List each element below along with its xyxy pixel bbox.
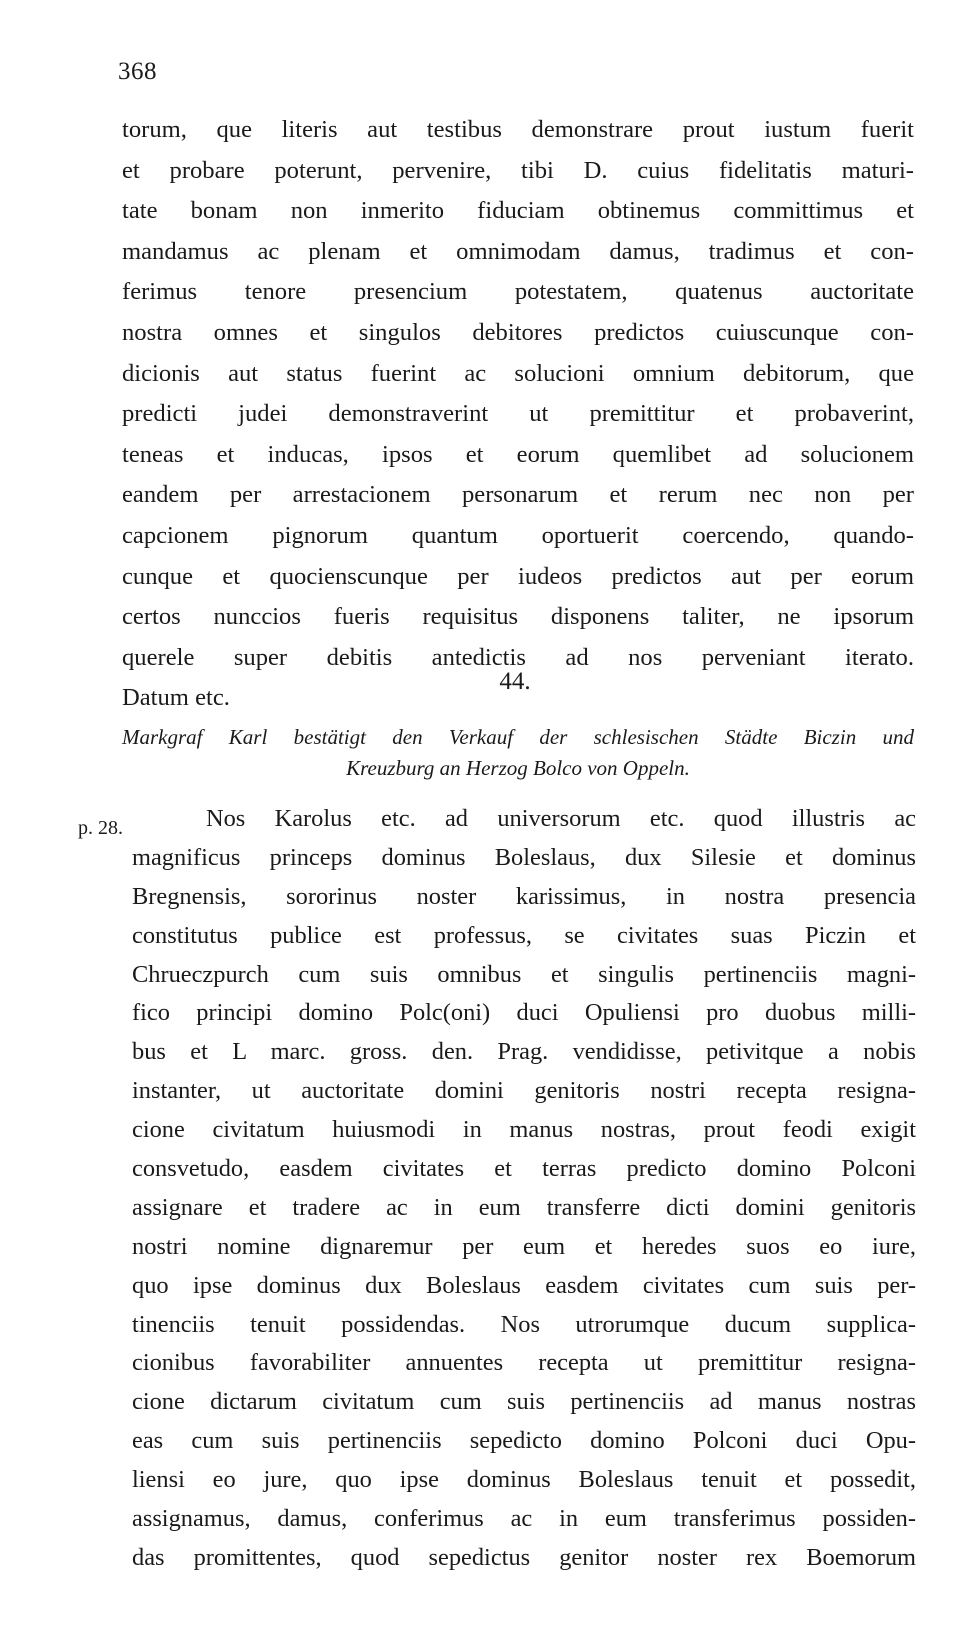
text-line: Bregnensis, sororinus noster karissimus, in nostra presencia xyxy=(132,882,916,910)
text-line: teneas et inducas, ipsos et eorum quemlibet ad solucionem xyxy=(122,440,914,468)
text-line: torum, que literis aut testibus demonstrare prout iustum fuerit xyxy=(122,116,914,143)
text-line: liensi eo jure, quo ipse dominus Boleslaus tenuit et possedit, xyxy=(132,1466,916,1494)
text-line: cione dictarum civitatum cum suis pertinenciis ad manus nostras xyxy=(132,1388,916,1416)
text-line: consvetudo, easdem civitates et terras predicto domino Polconi xyxy=(132,1155,916,1183)
document-summary xyxy=(122,722,914,784)
text-line: instanter, ut auctoritate domini genitoris nostri recepta resigna- xyxy=(132,1077,916,1105)
text-line: ferimus tenore presencium potestatem, quatenus auctoritate xyxy=(122,278,914,306)
text-line: bus et L marc. gross. den. Prag. vendidisse, petivitque a nobis xyxy=(132,1038,916,1066)
text-line: nostri nomine dignaremur per eum et heredes suos eo iure, xyxy=(132,1232,916,1260)
text-line: Nos Karolus etc. ad universorum etc. quod illustris ac xyxy=(206,805,916,832)
text-line: tate bonam non inmerito fiduciam obtinemus committimus et xyxy=(122,197,914,225)
text-line: eas cum suis pertinenciis sepedicto domino Polconi duci Opu- xyxy=(132,1427,916,1455)
text-line: assignare et tradere ac in eum transferre dicti domini genitoris xyxy=(132,1193,916,1221)
text-line: tinenciis tenuit possidendas. Nos utrorumque ducum supplica- xyxy=(132,1310,916,1338)
body-paragraph xyxy=(132,800,916,1578)
summary-line: Markgraf Karl bestätigt den Verkauf der schlesischen Städte Biczin und xyxy=(122,725,914,749)
text-line: dicionis aut status fuerint ac solucioni omnium debitorum, que xyxy=(122,359,914,387)
text-line: predicti judei demonstraverint ut premittitur et probaverint, xyxy=(122,400,914,428)
text-line: cunque et quocienscunque per iudeos predictos aut per eorum xyxy=(122,562,914,590)
text-line: et probare poterunt, pervenire, tibi D. cuius fidelitatis maturi- xyxy=(122,156,914,184)
text-line: das promittentes, quod sepedictus genitor noster rex Boemorum xyxy=(132,1543,916,1571)
text-line: querele super debitis antedictis ad nos perveniant iterato. xyxy=(122,643,914,671)
text-line: eandem per arrestacionem personarum et rerum nec non per xyxy=(122,481,914,509)
text-line: Chrueczpurch cum suis omnibus et singulis pertinenciis magni- xyxy=(132,960,916,988)
text-line: nostra omnes et singulos debitores predictos cuiuscunque con- xyxy=(122,318,914,346)
summary-line: Kreuzburg an Herzog Bolco von Oppeln. xyxy=(346,756,690,780)
text-line: capcionem pignorum quantum oportuerit coercendo, quando- xyxy=(122,521,914,549)
text-line: cionibus favorabiliter annuentes recepta ut premittitur resigna- xyxy=(132,1349,916,1377)
text-line: certos nunccios fueris requisitus disponens taliter, ne ipsorum xyxy=(122,603,914,631)
text-line: quo ipse dominus dux Boleslaus easdem civitates cum suis per- xyxy=(132,1271,916,1299)
text-line: assignamus, damus, conferimus ac in eum transferimus possiden- xyxy=(132,1505,916,1533)
margin-page-reference: p. 28. xyxy=(78,817,123,839)
text-line: magnificus princeps dominus Boleslaus, dux Silesie et dominus xyxy=(132,843,916,871)
text-line: Datum etc. xyxy=(122,684,230,712)
document-number: 44. xyxy=(499,668,531,695)
text-line: mandamus ac plenam et omnimodam damus, tradimus et con- xyxy=(122,237,914,265)
text-line: fico principi domino Polc(oni) duci Opuliensi pro duobus milli- xyxy=(132,999,916,1027)
text-line: constitutus publice est professus, se civitates suas Piczin et xyxy=(132,921,916,949)
text-line: cione civitatum huiusmodi in manus nostras, prout feodi exigit xyxy=(132,1116,916,1144)
top-paragraph xyxy=(122,110,914,719)
page-number: 368 xyxy=(118,58,157,85)
